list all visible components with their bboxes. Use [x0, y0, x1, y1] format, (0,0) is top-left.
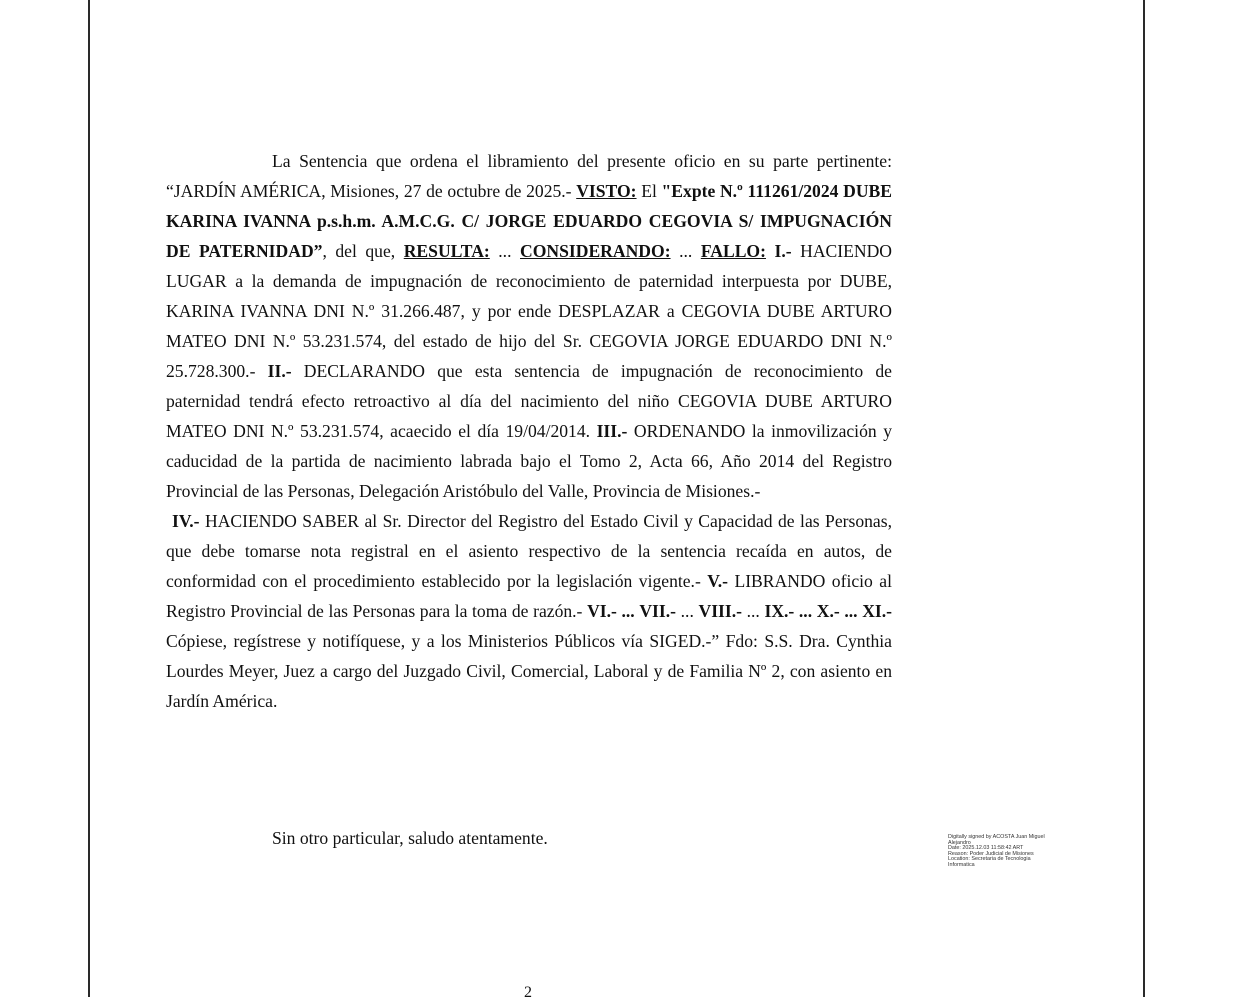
ruling-iii-text: ORDENANDO la inmovilización y caducidad de la partida de nacimiento labrada bajo el Tomo 2, Acta 66, Año 2014 del Registro Provincial de las Personas, Delegación Aristóbulo del Valle, Provincia de Misiones.-	[166, 421, 892, 501]
signature-line: Digitally signed by ACOSTA Juan Miguel	[948, 834, 1045, 840]
roman-ii: II.-	[267, 361, 292, 381]
ruling-v-text: LIBRANDO oficio al Registro Provincial de las Personas para la toma de razón.-	[166, 571, 892, 621]
digital-signature-stamp	[948, 835, 1088, 869]
roman-iv: IV.-	[172, 511, 200, 531]
page-border-left	[88, 0, 90, 997]
expediente-title: "Expte N.º 111261/2024 DUBE KARINA IVANNA p.s.h.m. A.M.C.G. C/ JORGE EDUARDO CEGOVIA S/ IMPUGNACIÓN DE PATERNIDAD”	[166, 181, 892, 261]
ruling-i-text: HACIENDO LUGAR a la demanda de impugnación de reconocimiento de paternidad interpuesta por DUBE, KARINA IVANNA DNI N.º 31.266.487, y por ende DESPLAZAR a CEGOVIA DUBE ARTURO MATEO DNI N.º 53.231.574, del estado de hijo del Sr. CEGOVIA JORGE EDUARDO DNI N.º 25.728.300.-	[166, 241, 892, 381]
roman-x: X.- ...	[816, 601, 858, 621]
ruling-iv-text: HACIENDO SABER al Sr. Director del Registro del Estado Civil y Capacidad de las Personas, que debe tomarse nota registral en el asiento respectivo de la sentencia recaída en autos, de conformidad con el procedimiento establecido por la legislación vigente.-	[166, 511, 892, 591]
roman-ix: IX.- ...	[764, 601, 813, 621]
sentence-intro: La Sentencia que ordena el libramiento del presente oficio en su parte pertinente: “JARDÍN AMÉRICA, Misiones, 27 de octubre de 2025.-	[166, 151, 892, 201]
signature-line: Informatica	[948, 861, 975, 868]
signature-line: Location: Secretaria de Tecnologia	[948, 856, 1031, 863]
closing-salutation: Sin otro particular, saludo atentamente.	[272, 828, 548, 848]
signature-line: Reason: Poder Judicial de Misiones	[948, 850, 1034, 857]
roman-xi: XI.-	[862, 601, 892, 621]
roman-vi: VI.- ...	[587, 601, 635, 621]
roman-i: I.-	[765, 241, 792, 261]
resulta-label: RESULTA:	[403, 241, 490, 261]
roman-v: V.-	[707, 571, 728, 591]
page-border-right	[1143, 0, 1145, 997]
page-number: 2	[524, 984, 532, 997]
roman-iii: III.-	[596, 421, 628, 441]
visto-label: VISTO:	[576, 181, 637, 201]
roman-viii: VIII.-	[698, 601, 742, 621]
sentence-paragraph: La Sentencia que ordena el libramiento del presente oficio en su parte pertinente: “JARDÍN AMÉRICA, Misiones, 27 de octubre de 2025.- VISTO: El "Expte N.º 111261/2024 DUBE KARINA IVANNA p.s.h.m. A.M.C.G. C/ JORGE EDUARDO CEGOVIA S/ IMPUGNACIÓN DE PATERNIDAD”, del que, RESULTA: ... CONSIDERANDO: ... FALLO: I.- HACIENDO LUGAR a la demanda de impugnación de reconocimiento de paternidad interpuesta por DUBE, KARINA IVANNA DNI N.º 31.266.487, y por ende DESPLAZAR a CEGOVIA DUBE ARTURO MATEO DNI N.º 53.231.574, del estado de hijo del Sr. CEGOVIA JORGE EDUARDO DNI N.º 25.728.300.- II.- DECLARANDO que esta sentencia de impugnación de reconocimiento de paternidad tendrá efecto retroactivo al día del nacimiento del niño CEGOVIA DUBE ARTURO MATEO DNI N.º 53.231.574, acaecido el día 19/04/2014. III.- ORDENANDO la inmovilización y caducidad de la partida de nacimiento labrada bajo el Tomo 2, Acta 66, Año 2014 del Registro Provincial de las Personas, Delegación Aristóbulo del Valle, Provincia de Misiones.- IV.- HACIENDO SABER al Sr. Director del Registro del Estado Civil y Capacidad de las Personas, que debe tomarse nota registral en el asiento respectivo de la sentencia recaída en autos, de conformidad con el procedimiento establecido por la legislación vigente.- V.- LIBRANDO oficio al Registro Provincial de las Personas para la toma de razón.- VI.- ... VII.- ... VIII.- ... IX.- ... X.- ... XI.- Cópiese, regístrese y notifíquese, y a los Ministerios Públicos vía SIGED.-” Fdo: S.S. Dra. Cynthia Lourdes Meyer, Juez a cargo del Juzgado Civil, Comercial, Laboral y de Familia Nº 2, con asiento en Jardín América.	[166, 151, 892, 711]
considerando-label: CONSIDERANDO:	[520, 241, 671, 261]
ruling-ii-text: DECLARANDO que esta sentencia de impugnación de reconocimiento de paternidad tendrá efecto retroactivo al día del nacimiento del niño CEGOVIA DUBE ARTURO MATEO DNI N.º 53.231.574, acaecido el día 19/04/2014.	[166, 361, 892, 441]
ruling-xi-text: Cópiese, regístrese y notifíquese, y a los Ministerios Públicos vía SIGED.-” Fdo: S.S. Dra. Cynthia Lourdes Meyer, Juez a cargo del Juzgado Civil, Comercial, Laboral y de Familia Nº 2, con asiento en Jardín América.	[166, 631, 892, 711]
signature-line: Alejandro	[948, 839, 971, 846]
fallo-label: FALLO:	[700, 241, 766, 261]
roman-vii: VII.-	[639, 601, 677, 621]
signature-line: Date: 2025.12.03 11:58:42 ART	[948, 845, 1024, 852]
